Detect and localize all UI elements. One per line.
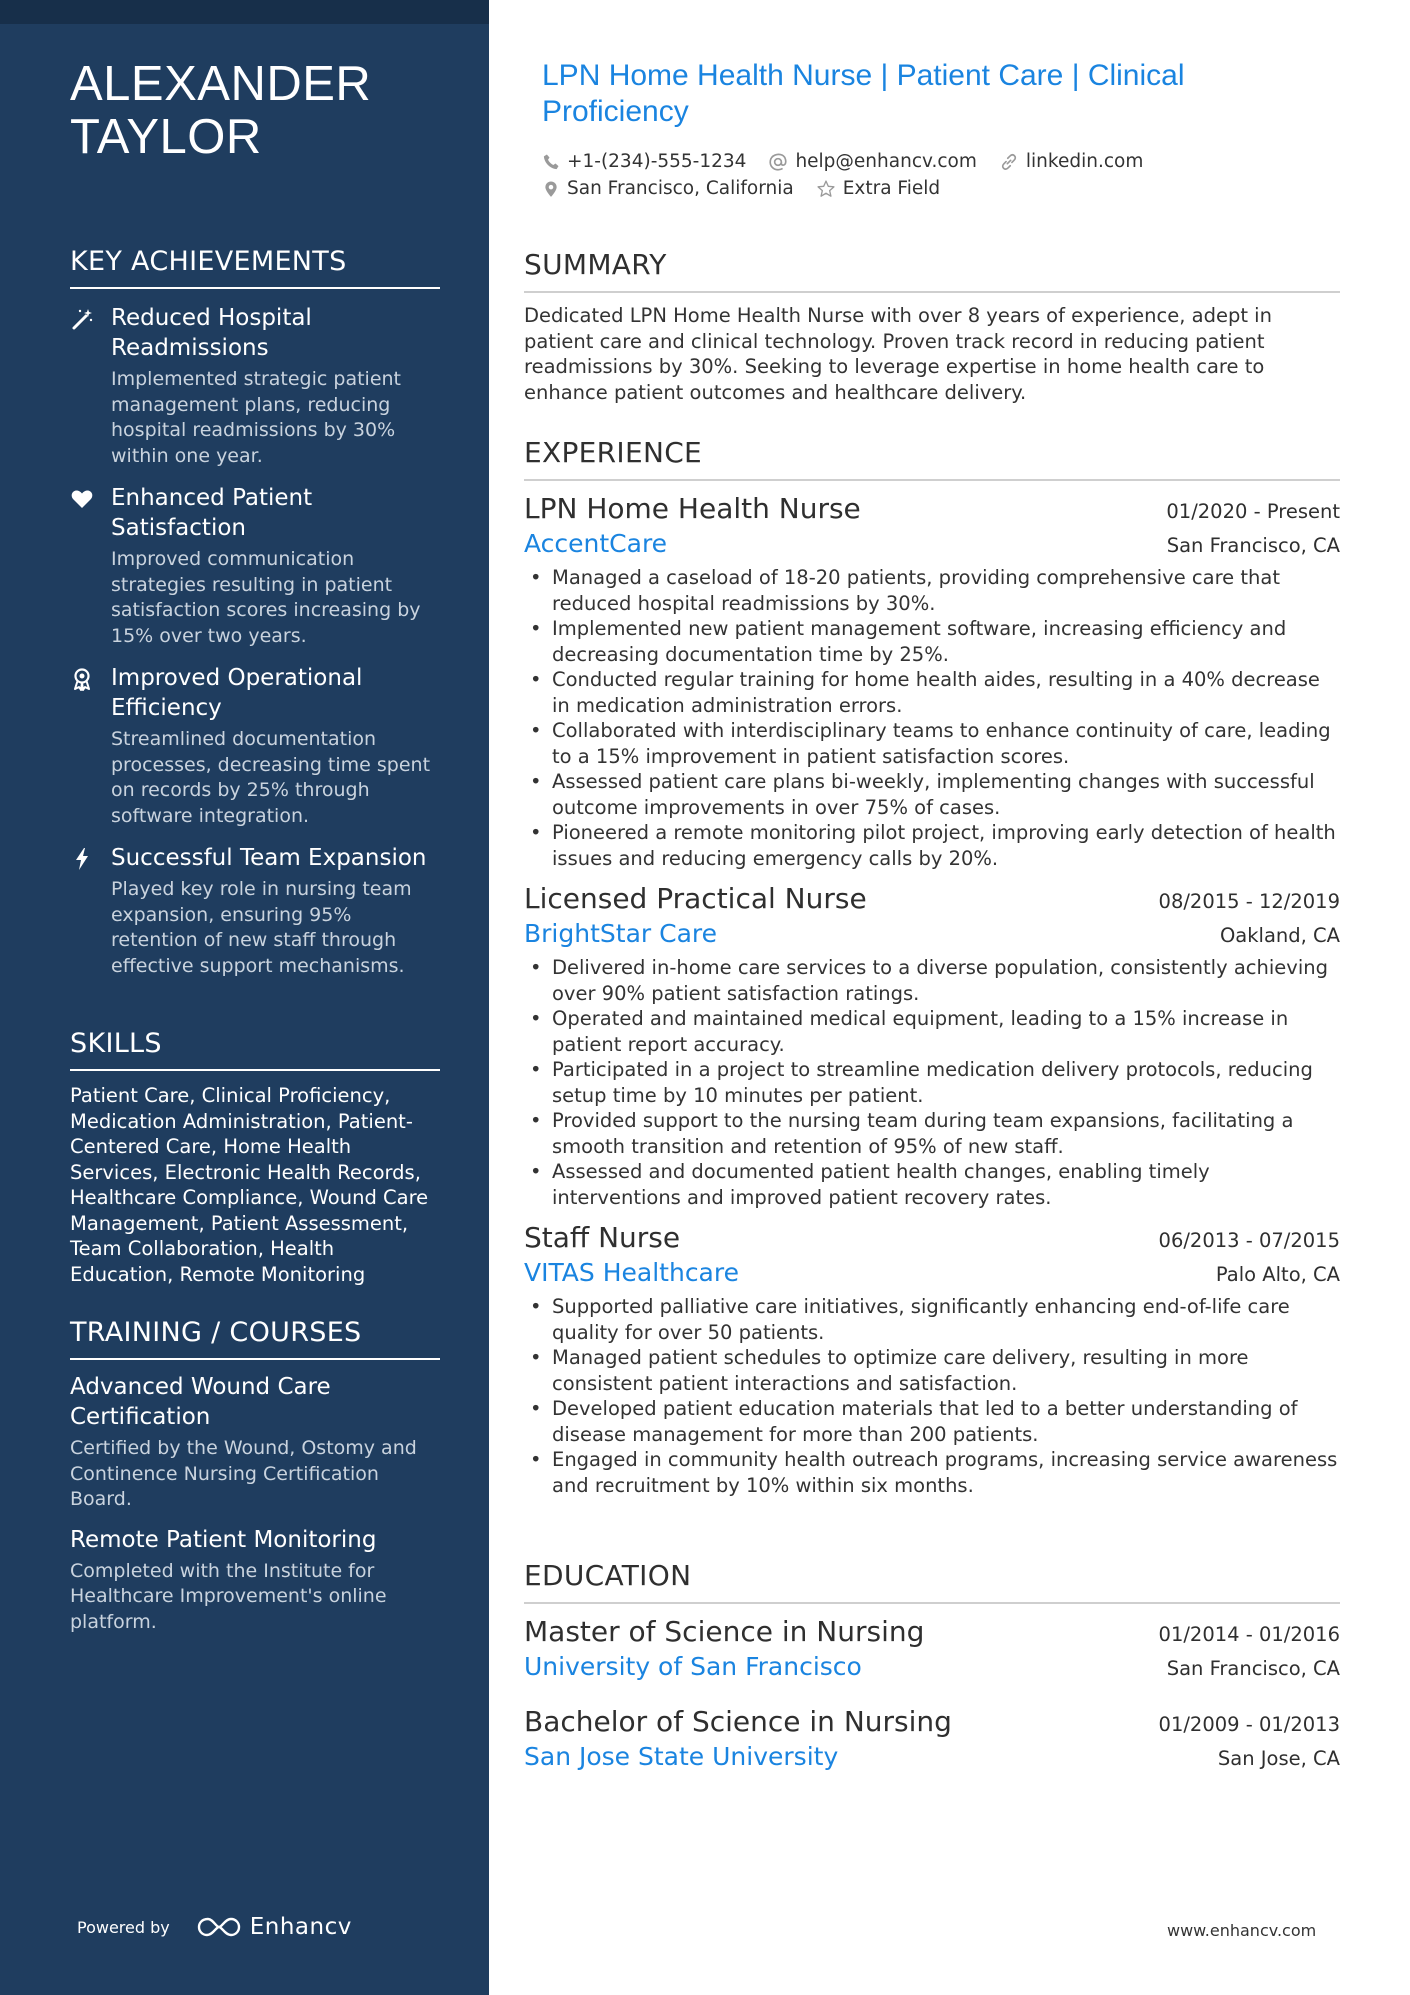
achievement-item <box>70 483 440 649</box>
skills-section <box>70 1028 440 1287</box>
heart-icon <box>70 487 94 511</box>
education-section <box>524 1559 1340 1774</box>
job-subheader <box>524 527 1340 561</box>
course-desc: Completed with the Institute for Healthcare Improvement's online platform. <box>70 1559 387 1633</box>
education-subheader <box>524 1740 1340 1774</box>
enhancv-logo[interactable] <box>196 1914 352 1940</box>
education-entry <box>524 1704 1340 1774</box>
job-dates: 01/2020 - Present <box>1166 500 1340 523</box>
achievement-item <box>70 663 440 829</box>
job-bullet: • Delivered in-home care services to a diverse population, consistently achieving over 90% patient satisfaction ratings. <box>524 955 1340 1006</box>
at-icon <box>768 152 788 172</box>
sidebar-top-bar <box>0 0 489 24</box>
job-company: AccentCare <box>524 529 668 558</box>
linkedin-contact[interactable] <box>999 151 1143 172</box>
phone-icon <box>542 153 560 171</box>
headline: LPN Home Health Nurse | Patient Care | Clinical Proficiency <box>542 59 1185 128</box>
education-header <box>524 1614 1340 1650</box>
job-bullet: • Conducted regular training for home health aides, resulting in a 40% decrease in medication administration errors. <box>524 667 1340 718</box>
education-heading: EDUCATION <box>524 1559 1340 1604</box>
sidebar <box>0 0 489 1995</box>
job-bullets <box>524 955 1340 1210</box>
achievements-section <box>70 246 440 993</box>
degree: Bachelor of Science in Nursing <box>524 1705 952 1738</box>
degree: Master of Science in Nursing <box>524 1615 925 1648</box>
school: University of San Francisco <box>524 1652 862 1681</box>
job-bullet: • Managed a caseload of 18-20 patients, providing comprehensive care that reduced hospital readmissions by 30%. <box>524 565 1340 616</box>
education-subheader <box>524 1650 1340 1684</box>
skills-list: Patient Care, Clinical Proficiency, Medication Administration, Patient-Centered Care, Home Health Services, Electronic Health Records, Healthcare Compliance, Wound Care Management, Patient Assessment, Team Collaboration, Health Education, Remote Monitoring <box>70 1084 429 1286</box>
job-bullet: • Pioneered a remote monitoring pilot project, improving early detection of health issues and reducing emergency calls by 20%. <box>524 820 1340 871</box>
award-icon <box>70 667 94 691</box>
job-entry <box>524 1220 1340 1498</box>
job-title: LPN Home Health Nurse <box>524 492 861 525</box>
link-icon <box>999 152 1019 172</box>
job-location: Palo Alto, CA <box>1215 1263 1340 1286</box>
powered-by-label: Powered by <box>77 1917 170 1937</box>
job-bullets <box>524 1294 1340 1498</box>
job-bullet: • Implemented new patient management software, increasing efficiency and decreasing documentation time by 25%. <box>524 616 1340 667</box>
achievement-item <box>70 303 440 469</box>
job-header <box>524 491 1340 527</box>
summary-section <box>524 248 1340 405</box>
enhancv-logo-icon <box>196 1915 242 1939</box>
candidate-name <box>70 58 371 164</box>
magic-wand-icon <box>70 307 94 331</box>
course-desc: Certified by the Wound, Ostomy and Continence Nursing Certification Board. <box>70 1437 417 1510</box>
experience-heading: EXPERIENCE <box>524 436 1340 481</box>
job-dates: 08/2015 - 12/2019 <box>1158 890 1340 913</box>
course-item <box>70 1525 440 1636</box>
job-location: Oakland, CA <box>1219 924 1340 947</box>
job-bullet: • Assessed patient care plans bi-weekly, implementing changes with successful outcome improvements in over 75% of cases. <box>524 769 1340 820</box>
achievement-desc: Streamlined documentation processes, decreasing time spent on records by 25% through software integration. <box>111 728 431 827</box>
job-bullet: • Managed patient schedules to optimize care delivery, resulting in more consistent patient interactions and satisfaction. <box>524 1345 1340 1396</box>
training-heading: TRAINING / COURSES <box>70 1317 440 1360</box>
school-location: San Jose, CA <box>1217 1747 1340 1770</box>
job-company: VITAS Healthcare <box>524 1258 739 1287</box>
achievement-item <box>70 843 440 979</box>
education-dates: 01/2009 - 01/2013 <box>1158 1713 1340 1736</box>
achievement-title: Reduced Hospital Readmissions <box>111 305 312 361</box>
lightning-icon <box>70 847 94 871</box>
job-header <box>524 881 1340 917</box>
enhancv-brand: Enhancv <box>249 1914 352 1940</box>
summary-text: Dedicated LPN Home Health Nurse with over 8 years of experience, adept in patient care and clinical technology. Proven track record in reducing patient readmissions by 30%. Seeking to leverage expertise in home health care to enhance patient outcomes and healthcare delivery. <box>524 304 1272 404</box>
job-dates: 06/2013 - 07/2015 <box>1158 1229 1340 1252</box>
achievement-desc: Improved communication strategies resulting in patient satisfaction scores increasing by 15% over two years. <box>111 548 421 647</box>
education-header <box>524 1704 1340 1740</box>
school: San Jose State University <box>524 1742 839 1771</box>
contact-info <box>542 148 1322 202</box>
phone-contact[interactable] <box>542 151 746 172</box>
job-bullet: • Provided support to the nursing team during team expansions, facilitating a smooth transition and retention of 95% of new staff. <box>524 1108 1340 1159</box>
job-location: San Francisco, CA <box>1166 534 1340 557</box>
job-bullet: • Operated and maintained medical equipment, leading to a 15% increase in patient report accuracy. <box>524 1006 1340 1057</box>
job-title: Licensed Practical Nurse <box>524 882 867 915</box>
job-entry <box>524 881 1340 1210</box>
job-company: BrightStar Care <box>524 919 717 948</box>
job-bullet: • Participated in a project to streamline medication delivery protocols, reducing setup time by 10 minutes per patient. <box>524 1057 1340 1108</box>
contact-row <box>542 148 1322 175</box>
achievement-desc: Implemented strategic patient management plans, reducing hospital readmissions by 30% within one year. <box>111 368 402 467</box>
phone-text: +1-(234)-555-1234 <box>567 151 747 172</box>
location-text: San Francisco, California <box>567 178 794 199</box>
course-title: Remote Patient Monitoring <box>70 1526 377 1553</box>
achievement-title: Enhanced Patient Satisfaction <box>111 485 313 541</box>
job-subheader <box>524 1256 1340 1290</box>
linkedin-text: linkedin.com <box>1025 151 1144 172</box>
school-location: San Francisco, CA <box>1166 1657 1340 1680</box>
skills-heading: SKILLS <box>70 1028 440 1071</box>
job-subheader <box>524 917 1340 951</box>
location-contact <box>542 178 794 199</box>
job-bullet: • Assessed and documented patient health changes, enabling timely interventions and improved patient recovery rates. <box>524 1159 1340 1210</box>
course-title: Advanced Wound Care Certification <box>70 1374 331 1430</box>
extra-text: Extra Field <box>842 178 941 199</box>
job-bullets <box>524 565 1340 871</box>
achievement-desc: Played key role in nursing team expansion, ensuring 95% retention of new staff through effective support mechanisms. <box>111 878 412 977</box>
summary-heading: SUMMARY <box>524 248 1340 293</box>
location-pin-icon <box>542 179 560 199</box>
star-icon <box>816 179 836 199</box>
footer-url[interactable]: www.enhancv.com <box>1167 1921 1317 1940</box>
achievement-title: Successful Team Expansion <box>111 845 427 871</box>
email-contact[interactable] <box>768 151 976 172</box>
contact-row <box>542 175 1322 202</box>
education-dates: 01/2014 - 01/2016 <box>1158 1623 1340 1646</box>
first-name: ALEXANDER <box>70 57 372 111</box>
experience-section <box>524 436 1340 1498</box>
job-bullet: • Engaged in community health outreach programs, increasing service awareness and recruitment by 10% within six months. <box>524 1447 1340 1498</box>
last-name: TAYLOR <box>70 110 262 164</box>
education-entry <box>524 1614 1340 1684</box>
job-bullet: • Collaborated with interdisciplinary teams to enhance continuity of care, leading to a 15% improvement in patient satisfaction scores. <box>524 718 1340 769</box>
achievement-title: Improved Operational Efficiency <box>111 665 363 721</box>
job-header <box>524 1220 1340 1256</box>
training-section <box>70 1317 440 1635</box>
job-bullet: • Supported palliative care initiatives, significantly enhancing end-of-life care quality for over 50 patients. <box>524 1294 1340 1345</box>
course-item <box>70 1372 440 1513</box>
job-entry <box>524 491 1340 871</box>
job-title: Staff Nurse <box>524 1221 681 1254</box>
extra-contact <box>816 178 940 199</box>
achievements-heading: KEY ACHIEVEMENTS <box>70 246 440 289</box>
email-text: help@enhancv.com <box>795 151 977 172</box>
powered-by <box>77 1914 352 1940</box>
job-bullet: • Developed patient education materials that led to a better understanding of disease management for more than 200 patients. <box>524 1396 1340 1447</box>
achievements-list <box>70 303 440 979</box>
